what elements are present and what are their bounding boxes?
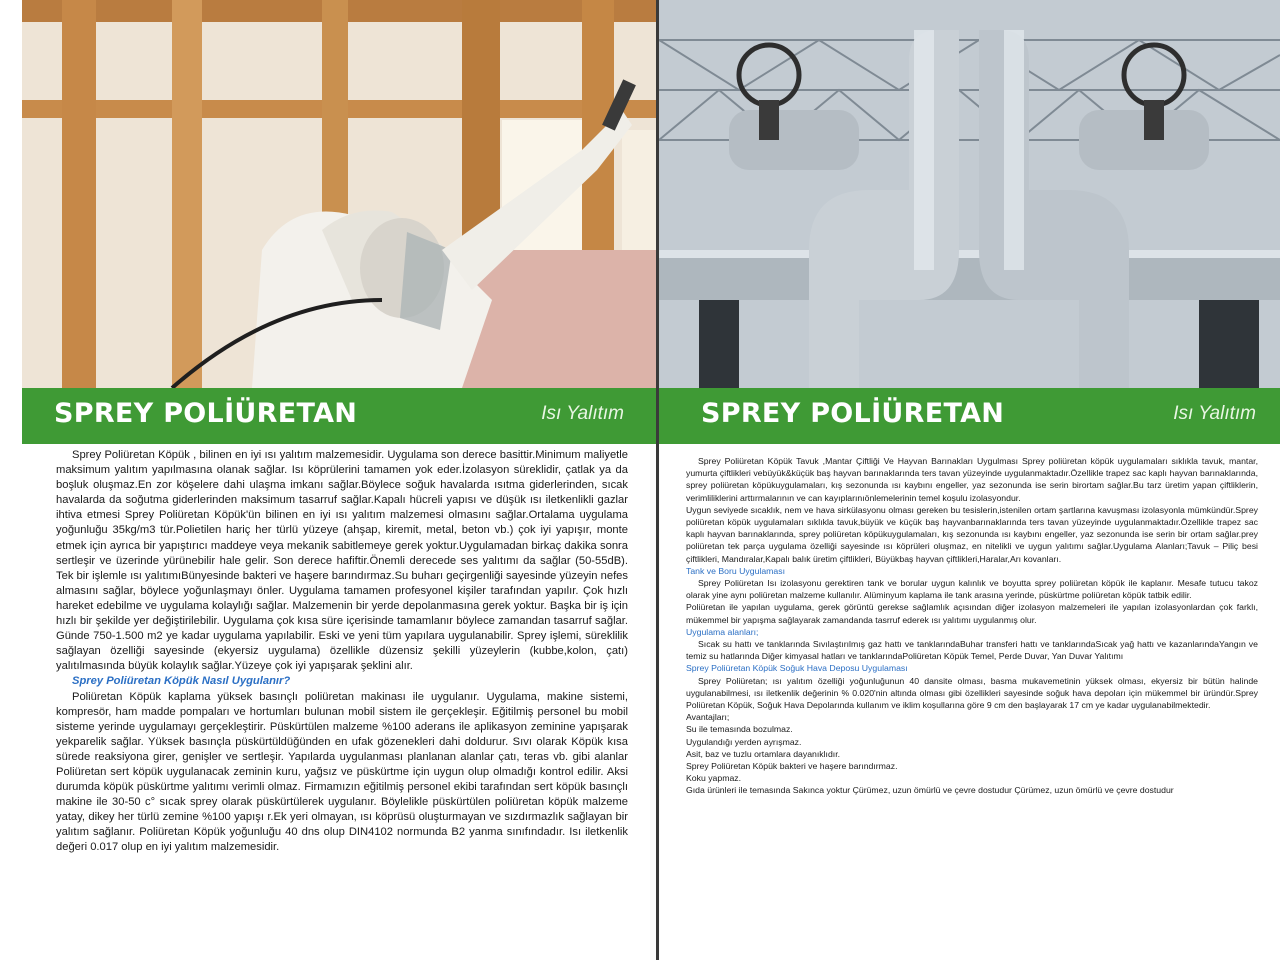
spray-foam-worker-photo xyxy=(22,0,656,388)
body-paragraph: Sıcak su hattı ve tanklarında Sıvılaştırılmış gaz hattı ve tanklarındaBuhar transferi hattı ve tanklarındaSıcak yağ hattı ve kazanlarındaYangın ve temiz su hatlarında Diğer kimyasal hatları ve tanklarındaPoliüretan Köpük Temel, Perde Duvar, Yan Duvar Yalıtımı xyxy=(686,639,1258,662)
banner-title: SPREY POLİÜRETAN xyxy=(701,398,1005,429)
body-paragraph: Poliüretan Köpük kaplama yüksek basınçlı poliüretan makinası ile uygulanır. Uygulama, makine sistemi, kompresör, ham madde pompaları ve hortumları bulunan mobil sistem ile gerçekleşir. Eğitilmiş personel bu mobil sisteme yerinde uygulamayı gerçekleştirir. Püskürtülen malzeme %100 aderans ile aplikasyon zeminine yapışarak yekparelik sağlar. Yüksek basınçla püskürtüldüğünden en ufak gözenekleri dahi doldurur. Sıvı olarak Köpük kısa sürede reaksiyona girer, genişler ve sertleşir. Yapılarda uygulanması planlanan alanlar çatı, teras vb. gibi alanlar Poliüretan sert köpük uygulanacak zeminin kuru, yağsız ve püskürtme için uygun olup olmadığı kontrol edilir. Aksi durumda köpük püskürtme yalıtımı verimli olmaz. Firmamızın eğitilmiş personel ekibi tarafından sert köpük basınçlı makine ile 30-50 c° sıcak sprey olarak püskürtülerek uygulanır. Böylelikle püskürtülen poliüretan köpük malzeme yatay, dikey her türlü zemine %100 yapışı r.Ek yeri olmayan, ısı köprüsü oluşturmayan ve sızdırmazlık sağlayan bir yalıtım sağlanır. Poliüretan Köpük yoğunluğu 40 dns olup DIN4102 normunda B2 yanma sınıfındadır. Isı iletkenlik değeri 0.017 olup en iyi yalıtım malzemesidir. xyxy=(56,690,628,854)
banner xyxy=(659,388,1280,444)
advantages-list xyxy=(686,711,1258,796)
left-body-text xyxy=(56,448,628,856)
section-heading: Sprey Poliüretan Köpük Nasıl Uygulanır? xyxy=(72,675,291,688)
body-paragraph: Poliüretan ile yapılan uygulama, gerek görüntü gerekse sağlamlık açısından diğer izolasyon malzemeleri ile yapılan izolasyonlardan çok farklı, mükemmel bir yapışma sağlayarak zamandanda tasrruf ederek ısı yalıtımı uygulanmış olur. xyxy=(686,602,1258,625)
section-heading: Tank ve Boru Uygulaması xyxy=(686,565,785,576)
body-paragraph: Sprey Poliüretan; ısı yalıtım özelliği yoğunluğunun 40 dansite olması, basma mukavemetinin yüksek olması, ekyersiz bir bütün halinde uygulanabilmesi, ısı iletkenlik değerinin % 0.020'nin altında olması gibi özellikleri sayesinde soğuk hava depoları için mükemmel bir üründür.Sprey Poliüretan Köpük, Soğuk Hava Depolarında kullanım ve iklim koşullarına göre 9 cm den başlayarak 17 cm ye kadar uygulanabilmektedir. xyxy=(686,675,1258,711)
body-paragraph: Sprey Poliüretan Köpük Tavuk ,Mantar Çiftliği Ve Hayvan Barınakları Uygulması Sprey poliüretan köpük uygulamaları sıklıkla tavuk, mantar, yumurta çiftlikleri vebüyük&küçük baş hayvan barınaklarında ters tavan yüzeyinde uygulanmaktadır.Özellikle trapez sac kaplı hayvan barınaklarında, sprey poliüretan köpükuygulamaları, kış sezonunda ısı kaybını engeller, yaz sezonunda ise serin birortam sağlar.Bu tarz üretim yapan çiftliklerin, verimliliklerini arttırmalarının ve can kayıplarınıönlemelerinin temel koşulu izolasyondur. xyxy=(686,456,1258,503)
banner xyxy=(22,388,656,444)
list-item: Asit, baz ve tuzlu ortamlara dayanıklıdır. xyxy=(686,748,841,759)
banner-subtitle: Isı Yalıtım xyxy=(1173,403,1256,424)
list-item: Su ile temasında bozulmaz. xyxy=(686,724,793,735)
insulated-pipes-photo xyxy=(659,0,1280,388)
list-item: Avantajları; xyxy=(686,712,730,723)
banner-subtitle: Isı Yalıtım xyxy=(541,403,624,424)
body-paragraph: Sprey Poliüretan Köpük , bilinen en iyi ısı yalıtım malzemesidir. Uygulama son derece basittir.Minimum maliyetle maksimum yalıtım yapılmasına olanak sağlar. Isı köprülerini tamamen yok eder.İzolasyon süreklidir, çatlak ya da boşluk oluşmaz.En zor köşelere dahi ulaşma imkanı sağlar.Böylece soğuk havalarda ısıtma giderlerinden, sıcak havalarda da soğutma giderlerinden maksimum tasarruf sağlar.Kapalı hücreli yapısı ve düşük ısı iletkenlikli gazlar ihtiva etmesi Sprey Poliüretan Köpük'ün bilinen en iyi ısı yalıtım malzemesi olmasını sağlar.Ortalama uygulama yoğunluğu 35kg/m3 tür.Polietilen hariç her türlü yüzeye (ahşap, kiremit, metal, beton vb.) çok iyi yapışır, monte etmek için ayrıca bir yapıştırıcı maddeye veya mekanik sabitlemeye gerek yoktur.Uygulamadan birkaç dakika sonra sertleşir ve üzerinde yürünebilir hale gelir. Son derece hafiftir.Önemli derecede ses yalıtımı da sağlar (50-55dB). Tek bir işlemle ısı yalıtımıBünyesinde bakteri ve haşere barındırmaz.Su buharı geçirgenliği sayesinde yüzeyin nefes almasını sağlar, böylece yoğunlaşmayı önler. Uygulama tamamen profesyonel kişiler tarafından yapılır. Çok hızlı hareket edebilme ve uygulama kolaylığı sağlar. Malzemenin bir yerde depolanmasına gerek yoktur. Başka bir iş için hızlı bir şekilde yer değiştirilebilir. Uygulama çok kısa süre içerisinde tamamlanır böylece zamandan tasarruf sağlar. Günde 750-1.500 m2 ye kadar uygulama yapılabilir. Eski ve yeni tüm yapılara uygulanabilir. Sprey işlemi, süreklilik sağlayan özelliği sayesinde (ekyersiz uygulama) özellikle düzensiz şekilli yüzeylerin (kubbe,kolon, çatı) yalıtılmasında büyük kolaylık sağlar.Yüzeye çok iyi yapışarak şeklini alır. xyxy=(56,449,628,673)
body-paragraph: Uygun seviyede sıcaklık, nem ve hava sirkülasyonu olması gereken bu tesislerin,istenilen ortam şartlarına kavuşması izolasyonla mümkündür.Sprey poliüretan köpük uygulamaları sıklıkla tavuk,büyük ve küçük baş hayvanbarınaklarında ters tavan yüzeyinde uygulanmaktadır.Özellikle trapez sac kaplı hayvan barınaklarında, sprey poliüretan köpükuygulamaları, kış sezonunda ısı kaybını engeller, yaz sezonunda ise serin bir ortam sağlar.prey poliüretan tek parça uygulama özelliği sayesinde ısı köprüleri oluşmaz, en nitelikli ve uygun yalıtımı sağlar.Uygulama Alanları;Tavuk – Piliç besi çiftlikleri, Mandıralar,Kapalı balık üretim çiftlikleri, Büyükbaş hayvan çiftlikleri,Haralar,Arı kovanları. xyxy=(686,504,1258,564)
section-heading: Uygulama alanları; xyxy=(686,626,759,637)
list-item: Koku yapmaz. xyxy=(686,773,742,784)
right-body-text xyxy=(686,455,1258,797)
banner-title: SPREY POLİÜRETAN xyxy=(54,398,358,429)
list-item: Uygulandığı yerden ayrışmaz. xyxy=(686,736,802,747)
right-page xyxy=(659,0,1280,960)
section-heading: Sprey Poliüretan Köpük Soğuk Hava Deposu Uygulaması xyxy=(686,663,908,674)
list-item: Gıda ürünleri ile temasında Sakınca yoktur Çürümez, uzun ömürlü ve çevre dostudur Çürümez, uzun ömürlü ve çevre dostudur xyxy=(686,785,1174,796)
list-item: Sprey Poliüretan Köpük bakteri ve haşere barındırmaz. xyxy=(686,761,898,772)
body-paragraph: Sprey Poliüretan Isı izolasyonu gerektiren tank ve borular uygun kalınlık ve boyutta sprey poliüretan köpük ile kaplanır. Mesafe tutucu takoz olarak yine aynı poliüretan malzeme kullanılır. Alüminyum kaplama ile tank arasına yerinde, püskürtme poliüretan köpük tatbik edilir. xyxy=(686,578,1258,601)
